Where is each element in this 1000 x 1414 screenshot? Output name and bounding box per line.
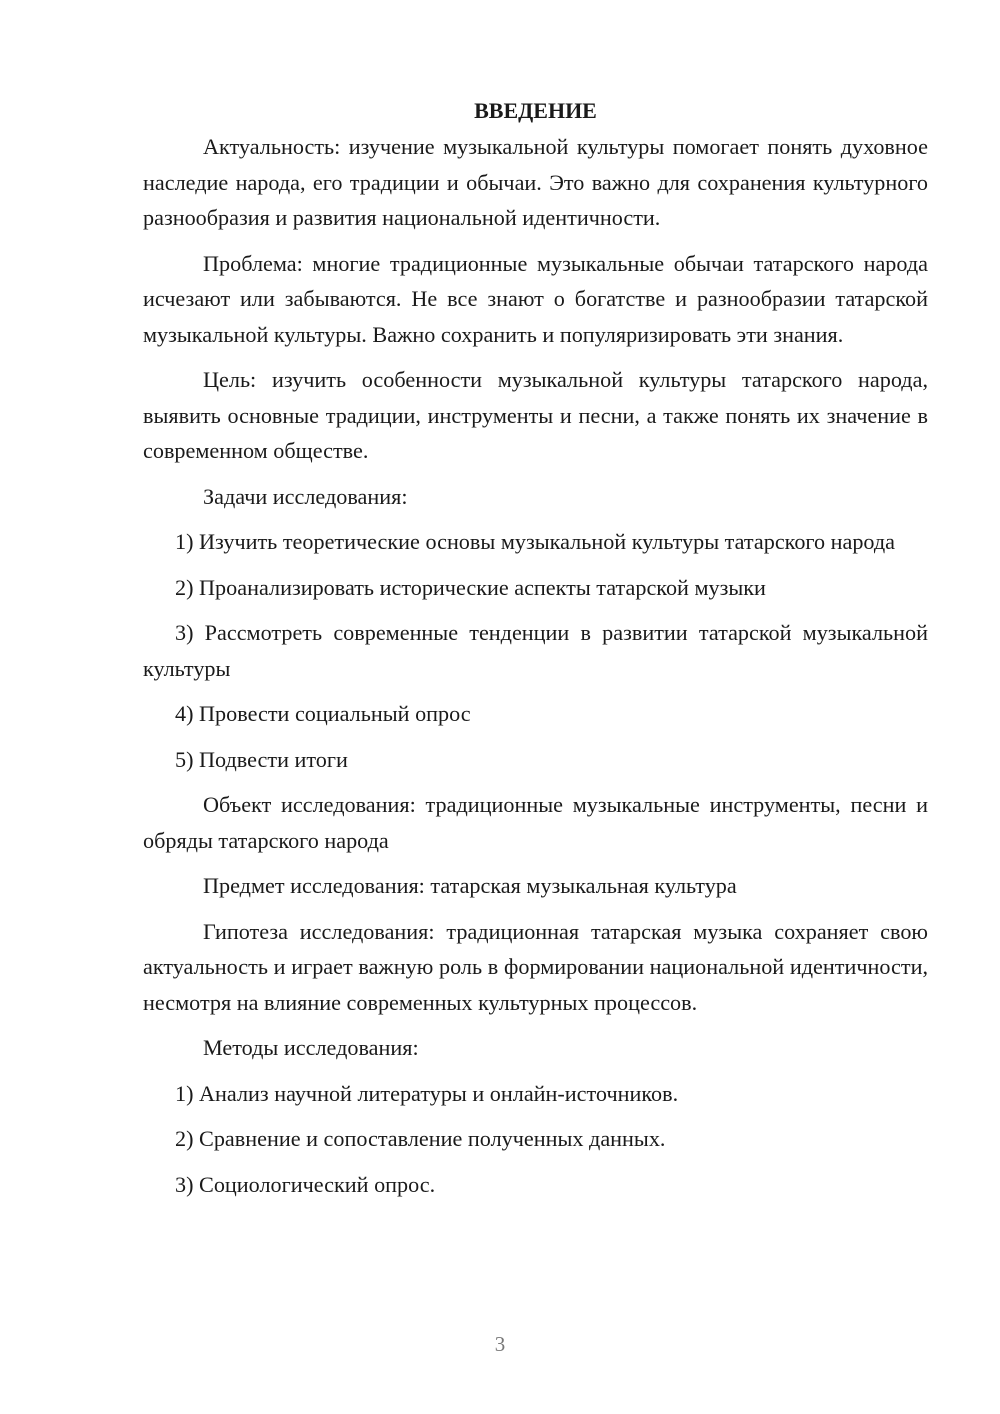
relevance-paragraph: Актуальность: изучение музыкальной культуры помогает понять духовное наследие народа, его традиции и обычаи. Это важно для сохранения культурного разнообразия и развития национальной идентичности.: [143, 134, 928, 230]
problem-paragraph: Проблема: многие традиционные музыкальные обычаи татарского народа исчезают или забываются. Не все знают о богатстве и разнообразии татарской музыкальной культуры. Важно сохранить и популяризировать эти знания.: [143, 250, 928, 347]
section-title: ВВЕДЕНИЕ: [474, 98, 597, 123]
task-item-3: 3) Рассмотреть современные тенденции в развитии татарской музыкальной культуры: [143, 620, 928, 681]
goal-paragraph: Цель: изучить особенности музыкальной культуры татарского народа, выявить основные традиции, инструменты и песни, а также понять их значение в современном обществе.: [143, 367, 928, 463]
task-item-1: 1) Изучить теоретические основы музыкальной культуры татарского народа: [175, 529, 896, 554]
methods-heading: Методы исследования:: [203, 1035, 419, 1060]
method-item-2: 2) Сравнение и сопоставление полученных данных.: [175, 1126, 666, 1151]
page-number: 3: [494, 1332, 506, 1356]
tasks-heading: Задачи исследования:: [203, 483, 408, 509]
method-item-3: 3) Социологический опрос.: [175, 1171, 436, 1197]
hypothesis-paragraph: Гипотеза исследования: традиционная татарская музыка сохраняет свою актуальность и играет важную роль в формировании национальной идентичности, несмотря на влияние современных культурных процессов.: [143, 918, 928, 1015]
task-item-5: 5) Подвести итоги: [175, 746, 348, 772]
object-paragraph: Объект исследования: традиционные музыкальные инструменты, песни и обряды татарского народа: [143, 792, 928, 853]
subject-paragraph: Предмет исследования: татарская музыкальная культура: [203, 873, 737, 898]
document-page: [143, 93, 928, 1212]
task-item-4: 4) Провести социальный опрос: [175, 701, 471, 726]
method-item-1: 1) Анализ научной литературы и онлайн-источников.: [175, 1080, 679, 1106]
task-item-2: 2) Проанализировать исторические аспекты татарской музыки: [175, 574, 766, 600]
